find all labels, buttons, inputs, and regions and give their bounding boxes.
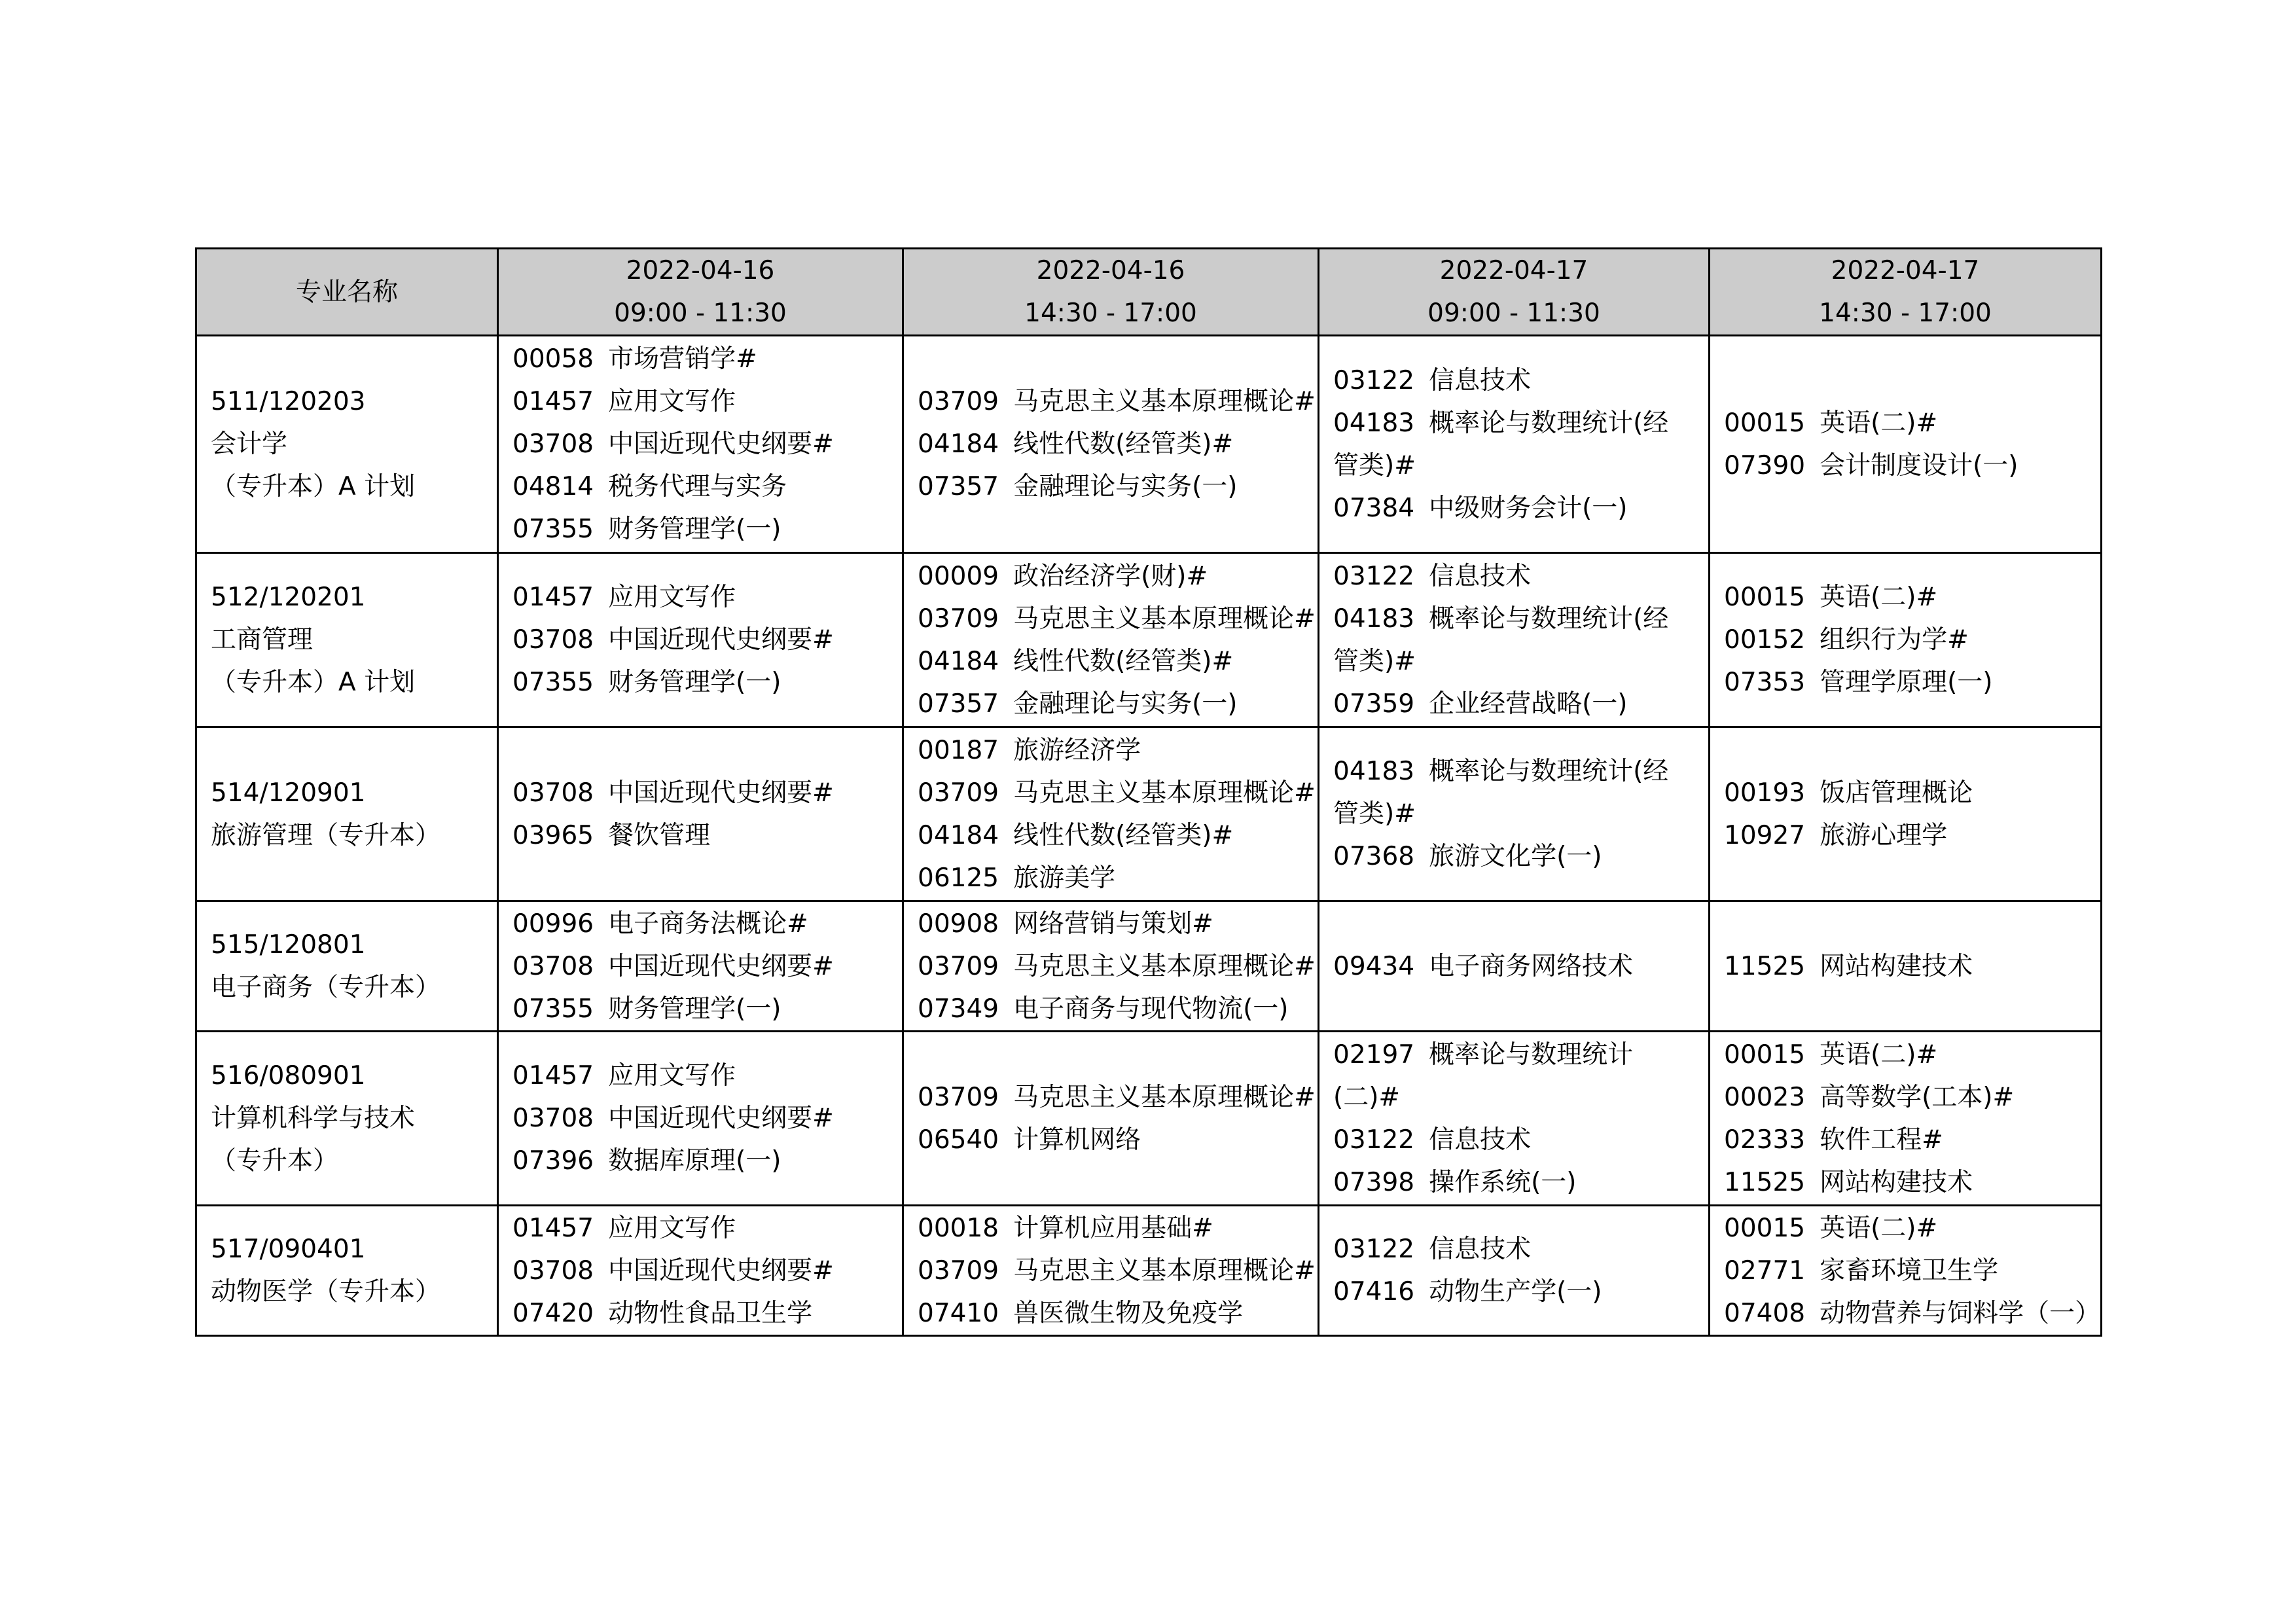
course-item <box>1724 772 2100 814</box>
course-code: 02771 <box>1724 1255 1806 1286</box>
course-name: 网络营销与策划# <box>1013 909 1213 939</box>
course-name: 线性代数(经管类)# <box>1013 646 1234 676</box>
course-item <box>512 1207 902 1250</box>
course-item <box>1333 750 1708 793</box>
major-name-line: （专升本） <box>211 1146 339 1176</box>
course-item <box>512 772 902 814</box>
major-cell <box>196 336 498 553</box>
course-code: 00193 <box>1724 778 1806 808</box>
major-name-line: 会计学 <box>211 429 288 459</box>
course-code: 00009 <box>918 561 999 591</box>
course-item <box>918 555 1318 598</box>
course-cell <box>1319 553 1710 727</box>
course-cell <box>498 336 903 553</box>
course-code: 00023 <box>1724 1082 1806 1112</box>
course-name: 管类)# <box>1333 646 1416 676</box>
course-item <box>918 683 1318 725</box>
course-name: 英语(二)# <box>1820 1213 1938 1243</box>
course-cell <box>1319 727 1710 901</box>
course-code: 07408 <box>1724 1298 1806 1328</box>
course-name: 组织行为学# <box>1820 625 1969 655</box>
course-code: 07357 <box>918 689 999 719</box>
course-name: 旅游经济学 <box>1013 735 1141 765</box>
course-code: 07398 <box>1333 1167 1415 1197</box>
session-time: 09:00 - 11:30 <box>1427 298 1600 328</box>
course-name: 管理学原理(一) <box>1820 668 1993 697</box>
course-cell <box>1710 1206 2102 1336</box>
course-code: 00018 <box>918 1213 999 1243</box>
major-header: 专业名称 <box>196 249 498 336</box>
course-name: 电子商务网络技术 <box>1429 951 1634 981</box>
major-cell <box>196 1206 498 1336</box>
major-code: 516/080901 <box>211 1061 366 1091</box>
course-item <box>1333 402 1708 444</box>
course-code: 09434 <box>1333 951 1415 981</box>
course-item <box>918 988 1318 1030</box>
session-date: 2022-04-17 <box>1831 256 1980 285</box>
course-code: 01457 <box>512 583 594 612</box>
course-name: 应用文写作 <box>608 387 736 416</box>
course-code: 02333 <box>1724 1125 1806 1155</box>
course-item <box>1724 402 2100 444</box>
course-item <box>918 729 1318 772</box>
course-code: 06125 <box>918 863 999 893</box>
course-code: 03709 <box>918 1082 999 1112</box>
course-name: 应用文写作 <box>608 583 736 612</box>
course-code: 04183 <box>1333 408 1415 438</box>
course-name: 信息技术 <box>1429 1125 1532 1155</box>
course-code: 11525 <box>1724 1167 1806 1197</box>
course-item <box>1333 640 1708 683</box>
course-name: 线性代数(经管类)# <box>1013 429 1234 459</box>
course-item <box>512 1250 902 1292</box>
course-name: 应用文写作 <box>608 1061 736 1091</box>
major-code: 517/090401 <box>211 1235 366 1264</box>
course-code: 04183 <box>1333 604 1415 634</box>
table-row <box>196 336 2102 553</box>
course-cell <box>1319 901 1710 1032</box>
major-code: 514/120901 <box>211 778 366 808</box>
course-item <box>1333 555 1708 598</box>
course-item <box>512 576 902 619</box>
course-code: 03122 <box>1333 561 1415 591</box>
session-header <box>1319 249 1710 336</box>
course-name: 软件工程# <box>1820 1125 1943 1155</box>
course-item <box>1333 1076 1708 1119</box>
course-code: 03708 <box>512 1104 594 1133</box>
course-name: 操作系统(一) <box>1429 1167 1577 1197</box>
course-name: 管类)# <box>1333 799 1416 829</box>
course-cell <box>903 1032 1319 1206</box>
course-item <box>1333 1119 1708 1161</box>
course-code: 03965 <box>512 820 594 850</box>
course-name: 中级财务会计(一) <box>1429 493 1628 523</box>
course-name: 旅游美学 <box>1013 863 1116 893</box>
major-name-line: 工商管理 <box>211 625 314 655</box>
course-name: 马克思主义基本原理概论# <box>1013 604 1316 634</box>
course-item <box>1724 444 2100 487</box>
course-code: 10927 <box>1724 820 1806 850</box>
course-code: 07355 <box>512 994 594 1024</box>
course-name: 马克思主义基本原理概论# <box>1013 951 1316 981</box>
course-code: 03708 <box>512 625 594 655</box>
course-item <box>1333 793 1708 835</box>
course-item <box>1724 661 2100 704</box>
course-code: 00015 <box>1724 1213 1806 1243</box>
course-name: 会计制度设计(一) <box>1820 450 2018 480</box>
course-code: 03709 <box>918 387 999 416</box>
session-date: 2022-04-17 <box>1439 256 1588 285</box>
course-item <box>1724 619 2100 661</box>
course-name: 概率论与数理统计(经 <box>1429 408 1669 438</box>
major-cell <box>196 901 498 1032</box>
course-item <box>1333 683 1708 725</box>
header-row <box>196 249 2102 336</box>
major-name-line: （专升本）A 计划 <box>211 668 416 697</box>
course-name: 信息技术 <box>1429 365 1532 395</box>
major-code: 512/120201 <box>211 583 366 612</box>
course-name: 马克思主义基本原理概论# <box>1013 387 1316 416</box>
course-code: 00015 <box>1724 583 1806 612</box>
course-code: 07349 <box>918 994 999 1024</box>
course-code: 07416 <box>1333 1277 1415 1307</box>
course-item <box>512 380 902 423</box>
session-header <box>903 249 1319 336</box>
course-item <box>512 945 902 988</box>
major-name-line: （专升本）A 计划 <box>211 472 416 501</box>
table-body <box>196 336 2102 1336</box>
course-name: 企业经营战略(一) <box>1429 689 1628 719</box>
course-cell <box>498 901 903 1032</box>
course-code: 07359 <box>1333 689 1415 719</box>
course-cell <box>1710 901 2102 1032</box>
table-row <box>196 1032 2102 1206</box>
course-cell <box>903 727 1319 901</box>
course-item <box>918 772 1318 814</box>
session-date: 2022-04-16 <box>1036 256 1185 285</box>
course-item <box>512 1055 902 1097</box>
course-name: 动物生产学(一) <box>1429 1277 1602 1307</box>
course-name: 英语(二)# <box>1820 1039 1938 1070</box>
major-cell <box>196 727 498 901</box>
course-code: 07420 <box>512 1298 594 1328</box>
course-cell <box>1710 553 2102 727</box>
course-item <box>918 1207 1318 1250</box>
course-cell <box>498 1032 903 1206</box>
course-name: 概率论与数理统计(经 <box>1429 757 1669 786</box>
course-code: 00152 <box>1724 625 1806 655</box>
course-name: 金融理论与实务(一) <box>1013 472 1238 501</box>
course-code: 07357 <box>918 472 999 501</box>
course-item <box>1333 444 1708 487</box>
course-cell <box>903 1206 1319 1336</box>
course-name: 餐饮管理 <box>608 820 711 850</box>
course-item <box>1333 487 1708 530</box>
table-header <box>196 249 2102 336</box>
course-code: 03122 <box>1333 365 1415 395</box>
course-item <box>512 661 902 704</box>
course-item <box>1724 1161 2100 1204</box>
course-name: 信息技术 <box>1429 561 1532 591</box>
course-cell <box>903 901 1319 1032</box>
course-name: 兽医微生物及免疫学 <box>1013 1298 1244 1328</box>
course-code: 00015 <box>1724 408 1806 438</box>
course-code: 00015 <box>1724 1039 1806 1070</box>
course-code: 03709 <box>918 1255 999 1286</box>
course-name: 财务管理学(一) <box>608 668 781 697</box>
course-item <box>1724 1250 2100 1292</box>
course-name: 饭店管理概论 <box>1820 778 1973 808</box>
course-code: 03708 <box>512 429 594 459</box>
course-code: 06540 <box>918 1125 999 1155</box>
course-item <box>918 1119 1318 1161</box>
major-name-line: 动物医学（专升本） <box>211 1277 441 1307</box>
course-item <box>918 1292 1318 1335</box>
course-code: 03708 <box>512 951 594 981</box>
course-name: 网站构建技术 <box>1820 951 1973 981</box>
course-name: 网站构建技术 <box>1820 1167 1973 1197</box>
course-name: 动物营养与饲料学（一） <box>1820 1298 2101 1328</box>
course-item <box>512 903 902 945</box>
course-name: 中国近现代史纲要# <box>608 625 834 655</box>
course-item <box>512 465 902 508</box>
course-item <box>512 423 902 465</box>
course-item <box>512 619 902 661</box>
course-item <box>512 338 902 380</box>
course-code: 03709 <box>918 604 999 634</box>
course-name: 税务代理与实务 <box>608 472 787 501</box>
course-code: 07396 <box>512 1146 594 1176</box>
course-name: 金融理论与实务(一) <box>1013 689 1238 719</box>
course-name: 管类)# <box>1333 450 1416 480</box>
course-cell <box>903 336 1319 553</box>
course-item <box>1333 1034 1708 1076</box>
course-code: 03708 <box>512 778 594 808</box>
course-item <box>918 465 1318 508</box>
major-code: 515/120801 <box>211 930 366 960</box>
course-code: 03709 <box>918 778 999 808</box>
course-code: 07353 <box>1724 668 1806 697</box>
course-name: 旅游心理学 <box>1820 820 1948 850</box>
course-name: 动物性食品卫生学 <box>608 1298 813 1328</box>
course-code: 07390 <box>1724 450 1806 480</box>
course-name: (二)# <box>1333 1082 1401 1112</box>
course-cell <box>498 1206 903 1336</box>
course-name: 应用文写作 <box>608 1213 736 1243</box>
course-item <box>1333 359 1708 402</box>
course-item <box>918 1076 1318 1119</box>
course-cell <box>1710 336 2102 553</box>
course-name: 英语(二)# <box>1820 583 1938 612</box>
course-code: 01457 <box>512 387 594 416</box>
course-item <box>1333 598 1708 640</box>
course-item <box>1333 945 1708 988</box>
course-name: 中国近现代史纲要# <box>608 1104 834 1133</box>
session-time: 09:00 - 11:30 <box>614 298 787 328</box>
course-cell <box>1319 1206 1710 1336</box>
course-code: 00058 <box>512 344 594 374</box>
course-item <box>918 598 1318 640</box>
course-name: 财务管理学(一) <box>608 994 781 1024</box>
major-cell <box>196 1032 498 1206</box>
course-code: 01457 <box>512 1061 594 1091</box>
course-item <box>918 423 1318 465</box>
course-code: 07384 <box>1333 493 1415 523</box>
course-code: 04814 <box>512 472 594 501</box>
course-name: 计算机网络 <box>1013 1125 1141 1155</box>
course-item <box>1724 814 2100 857</box>
course-item <box>512 814 902 857</box>
course-item <box>512 988 902 1030</box>
course-name: 电子商务法概论# <box>608 909 808 939</box>
session-date: 2022-04-16 <box>626 256 775 285</box>
table-row <box>196 1206 2102 1336</box>
course-item <box>1724 1076 2100 1119</box>
course-cell <box>1710 1032 2102 1206</box>
session-header <box>498 249 903 336</box>
course-name: 马克思主义基本原理概论# <box>1013 778 1316 808</box>
course-code: 00996 <box>512 909 594 939</box>
course-item <box>1333 1161 1708 1204</box>
course-name: 高等数学(工本)# <box>1820 1082 2015 1112</box>
session-time: 14:30 - 17:00 <box>1819 298 1992 328</box>
course-name: 中国近现代史纲要# <box>608 778 834 808</box>
course-item <box>918 640 1318 683</box>
course-item <box>1333 1228 1708 1271</box>
course-code: 07355 <box>512 514 594 544</box>
course-code: 04183 <box>1333 757 1415 786</box>
course-code: 03122 <box>1333 1125 1415 1155</box>
course-name: 线性代数(经管类)# <box>1013 820 1234 850</box>
major-name-line: 旅游管理（专升本） <box>211 820 441 850</box>
course-name: 财务管理学(一) <box>608 514 781 544</box>
course-code: 04184 <box>918 820 999 850</box>
course-name: 概率论与数理统计(经 <box>1429 604 1669 634</box>
exam-schedule-table <box>195 247 2102 1337</box>
course-cell <box>498 727 903 901</box>
table-row <box>196 727 2102 901</box>
course-code: 04184 <box>918 429 999 459</box>
course-item <box>1724 576 2100 619</box>
course-code: 03122 <box>1333 1235 1415 1264</box>
course-code: 00908 <box>918 909 999 939</box>
course-code: 07355 <box>512 668 594 697</box>
major-cell <box>196 553 498 727</box>
course-name: 中国近现代史纲要# <box>608 1255 834 1286</box>
course-code: 07368 <box>1333 842 1415 871</box>
course-cell <box>903 553 1319 727</box>
course-item <box>918 903 1318 945</box>
course-name: 概率论与数理统计 <box>1429 1039 1634 1070</box>
course-code: 02197 <box>1333 1039 1415 1070</box>
course-item <box>512 508 902 550</box>
course-item <box>1333 835 1708 878</box>
course-name: 旅游文化学(一) <box>1429 842 1602 871</box>
course-item <box>1333 1271 1708 1313</box>
course-name: 数据库原理(一) <box>608 1146 781 1176</box>
course-item <box>918 945 1318 988</box>
major-name-line: 计算机科学与技术 <box>211 1104 416 1133</box>
course-code: 04184 <box>918 646 999 676</box>
course-name: 马克思主义基本原理概论# <box>1013 1082 1316 1112</box>
course-item <box>1724 1119 2100 1161</box>
course-cell <box>1319 1032 1710 1206</box>
course-name: 计算机应用基础# <box>1013 1213 1213 1243</box>
course-item <box>1724 945 2100 988</box>
course-code: 11525 <box>1724 951 1806 981</box>
course-name: 信息技术 <box>1429 1235 1532 1264</box>
session-header <box>1710 249 2102 336</box>
course-name: 市场营销学# <box>608 344 757 374</box>
course-name: 马克思主义基本原理概论# <box>1013 1255 1316 1286</box>
course-cell <box>498 553 903 727</box>
course-name: 英语(二)# <box>1820 408 1938 438</box>
course-item <box>1724 1292 2100 1335</box>
course-item <box>918 1250 1318 1292</box>
major-name-line: 电子商务（专升本） <box>211 973 441 1002</box>
course-name: 中国近现代史纲要# <box>608 951 834 981</box>
course-code: 03708 <box>512 1255 594 1286</box>
table-row <box>196 901 2102 1032</box>
course-name: 中国近现代史纲要# <box>608 429 834 459</box>
course-item <box>918 814 1318 857</box>
course-name: 电子商务与现代物流(一) <box>1013 994 1289 1024</box>
course-cell <box>1319 336 1710 553</box>
course-item <box>512 1292 902 1335</box>
course-code: 03709 <box>918 951 999 981</box>
course-item <box>918 380 1318 423</box>
course-item <box>512 1140 902 1182</box>
course-cell <box>1710 727 2102 901</box>
course-name: 政治经济学(财)# <box>1013 561 1208 591</box>
session-time: 14:30 - 17:00 <box>1024 298 1197 328</box>
course-item <box>1724 1207 2100 1250</box>
table-row <box>196 553 2102 727</box>
course-code: 01457 <box>512 1213 594 1243</box>
course-code: 07410 <box>918 1298 999 1328</box>
course-item <box>918 857 1318 899</box>
major-code: 511/120203 <box>211 387 366 416</box>
course-code: 00187 <box>918 735 999 765</box>
course-item <box>1724 1034 2100 1076</box>
course-item <box>512 1097 902 1140</box>
course-name: 家畜环境卫生学 <box>1820 1255 1999 1286</box>
